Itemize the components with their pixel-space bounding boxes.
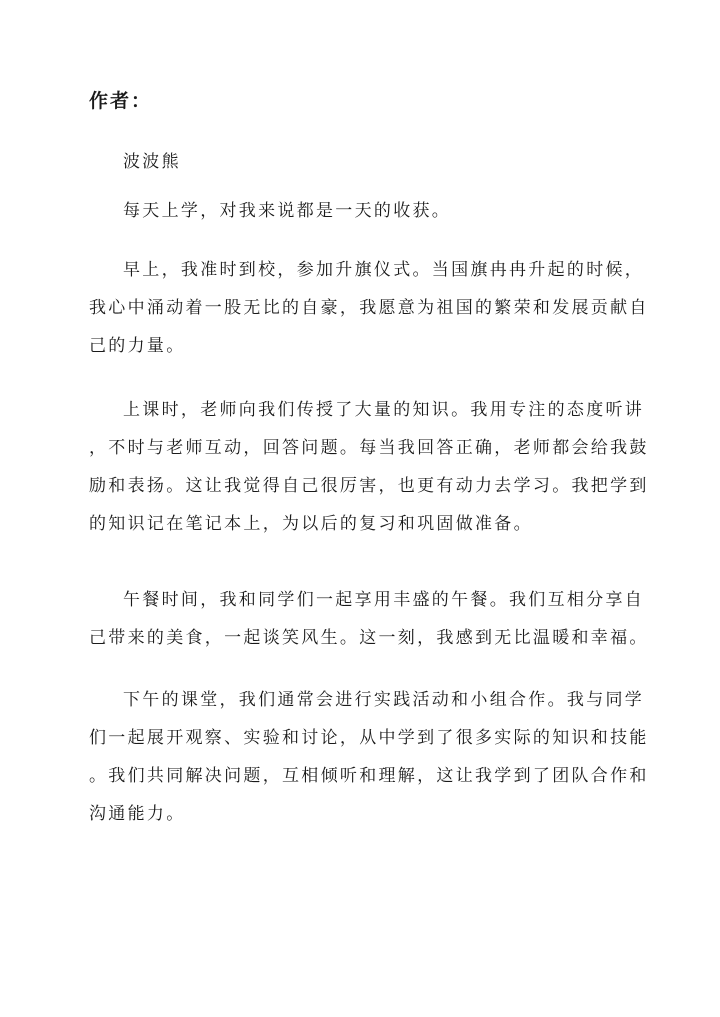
paragraph-5-line-3: 。我们共同解决问题，互相倾听和理解，这让我学到了团队合作和 xyxy=(89,766,649,786)
author-heading: 作者： xyxy=(89,90,153,112)
paragraph-2-line-3: 己的力量。 xyxy=(89,336,186,356)
paragraph-4 xyxy=(89,581,649,657)
paragraph-5-line-1: 下午的课堂，我们通常会进行实践活动和小组合作。我与同学 xyxy=(123,690,645,710)
paragraph-4-line-1: 午餐时间，我和同学们一起享用丰盛的午餐。我们互相分享自 xyxy=(123,590,645,610)
paragraph-5-line-2: 们一起展开观察、实验和讨论，从中学到了很多实际的知识和技能 xyxy=(89,728,649,748)
paragraph-1-line-1: 每天上学，对我来说都是一天的收获。 xyxy=(123,201,452,221)
paragraph-3-line-1: 上课时，老师向我们传授了大量的知识。我用专注的态度听讲 xyxy=(123,400,645,420)
paragraph-5-line-4: 沟通能力。 xyxy=(89,804,186,824)
paragraph-3-line-2: ，不时与老师互动，回答问题。每当我回答正确，老师都会给我鼓 xyxy=(89,438,649,458)
paragraph-3 xyxy=(89,391,649,543)
paragraph-3-line-4: 的知识记在笔记本上，为以后的复习和巩固做准备。 xyxy=(89,514,533,534)
paragraph-2 xyxy=(89,251,649,365)
paragraph-4-line-2: 己带来的美食，一起谈笑风生。这一刻，我感到无比温暖和幸福。 xyxy=(89,628,649,648)
paragraph-5 xyxy=(89,681,649,833)
paragraph-1 xyxy=(89,192,629,230)
author-name: 波波熊 xyxy=(123,152,181,172)
paragraph-2-line-2: 我心中涌动着一股无比的自豪，我愿意为祖国的繁荣和发展贡献自 xyxy=(89,298,649,318)
paragraph-3-line-3: 励和表扬。这让我觉得自己很厉害，也更有动力去学习。我把学到 xyxy=(89,476,649,496)
paragraph-2-line-1: 早上，我准时到校，参加升旗仪式。当国旗冉冉升起的时候， xyxy=(123,260,645,280)
